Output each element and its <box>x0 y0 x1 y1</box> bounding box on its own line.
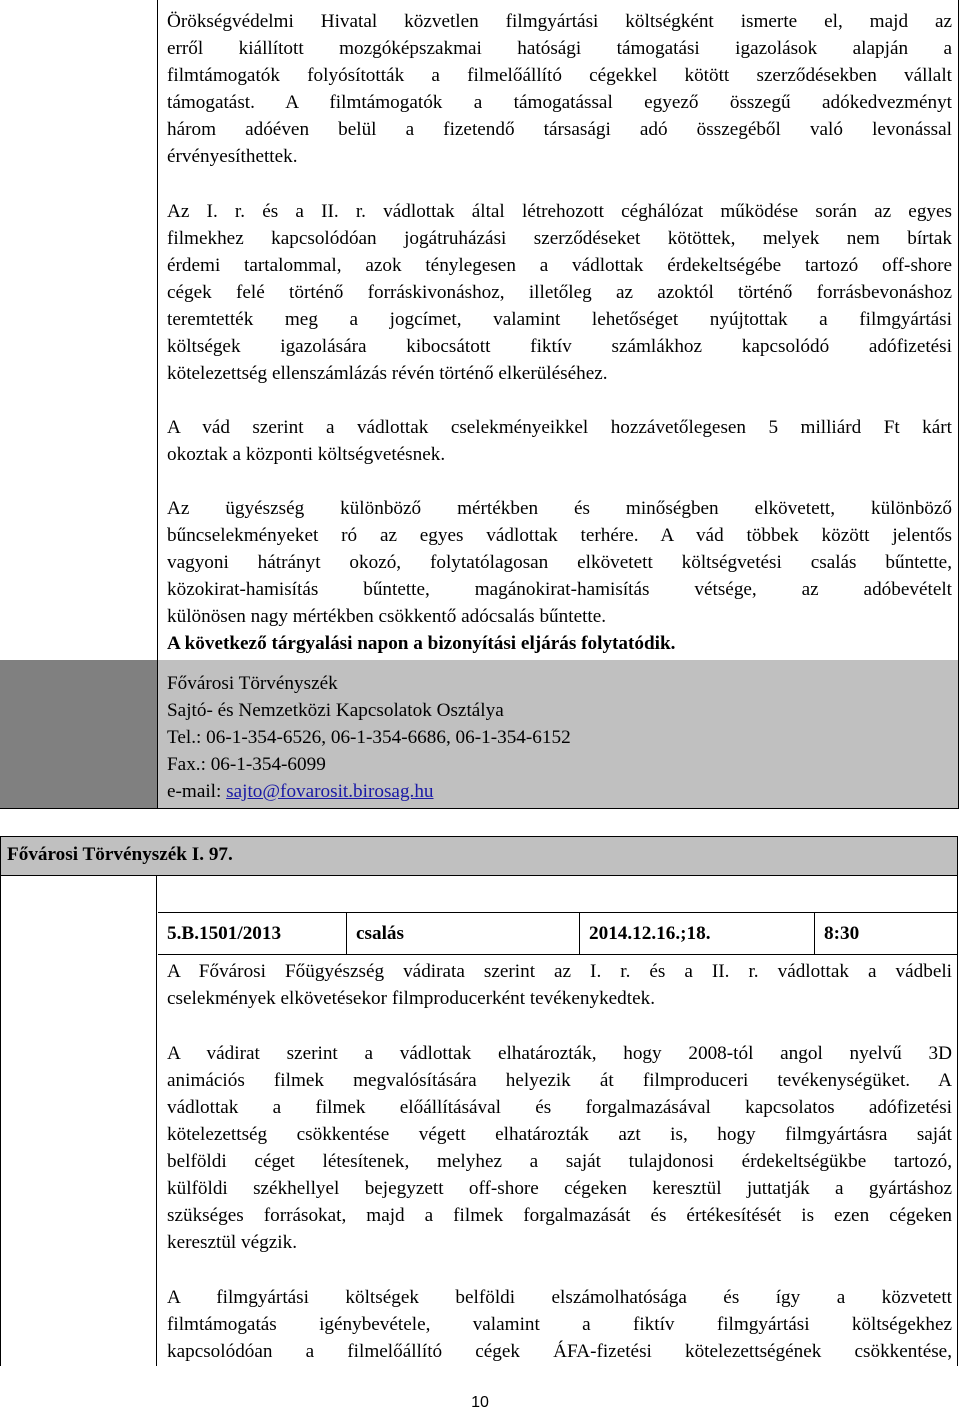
case-info-row <box>158 912 958 955</box>
text-line: Örökségvédelmi Hivatal közvetlen filmgyártási költségként ismerte el, majd az <box>167 11 952 32</box>
court-room-header <box>0 836 958 876</box>
text-line: animációs filmek megvalósítására helyezik át filmproduceri tevékenységüket. A <box>167 1070 952 1091</box>
text-line: kapcsolódóan a filmelőállító cégek ÁFA-fizetési kötelezettségének csökkentése, <box>167 1341 952 1362</box>
text-line: bűncselekményeket ró az egyes vádlottak terhére. A vád többek között jelentős <box>167 525 952 546</box>
text-line: filmtámogatás igénybevétele, valamint a fiktív filmgyártási költségekhez <box>167 1314 952 1335</box>
text-line: okoztak a központi költségvetésnek. <box>167 444 446 465</box>
text-line: támogatást. A filmtámogatók a támogatással egyező összegű adókedvezményt <box>167 92 952 113</box>
case-date: 2014.12.16.;18. <box>579 913 814 954</box>
text-line: külföldi székhellyel bejegyzett off-shore cégeken keresztül juttatják a gyártáshoz <box>167 1178 952 1199</box>
page-number: 10 <box>471 1394 489 1411</box>
text-line: belföldi céget létesítenek, melyhez a saját tulajdonosi érdekeltségükbe tartozó, <box>167 1151 952 1172</box>
contact-fax: Fax.: 06-1-354-6099 <box>167 754 326 775</box>
text-line: A filmgyártási költségek belföldi elszámolhatósága és így a közvetett <box>167 1287 952 1308</box>
text-line: Az I. r. és a II. r. vádlottak által létrehozott céghálózat működése során az egyes <box>167 201 952 222</box>
text-line: érdemi tartalommal, azok ténylegesen a vádlottak érdekeltségébe tartozó off-shore <box>167 255 952 276</box>
text-line: vagyoni hátrányt okozó, folytatólagosan elkövetett költségvetési csalás bűntette, <box>167 552 952 573</box>
case-type: csalás <box>346 913 579 954</box>
text-line: A Fővárosi Főügyészség vádirata szerint az I. r. és a II. r. vádlottak a vádbeli <box>167 961 952 982</box>
text-line: Az ügyészség különböző mértékben és minőségben elkövetett, különböző <box>167 498 952 519</box>
contact-department: Sajtó- és Nemzetközi Kapcsolatok Osztálya <box>167 700 504 721</box>
text-line: szükséges forrásokat, majd a filmek forgalmazását és értékesítését is ezen cégeken <box>167 1205 952 1226</box>
text-line: filmtámogatók folyósították a filmelőállító cégekkel kötött szerződésekben vállalt <box>167 65 952 86</box>
text-line: vádlottak a filmek előállításával és forgalmazásával kapcsolatos adófizetési <box>167 1097 952 1118</box>
text-line: érvényesíthettek. <box>167 146 298 167</box>
text-line: erről kiállított mozgóképszakmai hatósági támogatási igazolások alapján a <box>167 38 952 59</box>
text-line: közokirat-hamisítás bűntette, magánokirat-hamisítás vétsége, az adóbevételt <box>167 579 952 600</box>
paragraph-plan <box>167 1040 952 1256</box>
email-link[interactable]: sajto@fovarosit.birosag.hu <box>226 781 434 802</box>
case-description <box>167 958 952 1365</box>
text-line: három adóéven belül a fizetendő társasági adó összegéből való levonással <box>167 119 952 140</box>
text-line: különösen nagy mértékben csökkentő adócsalás bűntette. <box>167 606 607 627</box>
court-room-title: Fővárosi Törvényszék I. 97. <box>7 844 233 865</box>
text-line: A vádirat szerint a vádlottak elhatározták, hogy 2008-tól angol nyelvű 3D <box>167 1043 952 1064</box>
paragraph-costs <box>167 1284 952 1365</box>
case-time: 8:30 <box>814 913 958 954</box>
contact-email-row <box>167 778 571 805</box>
email-label: e-mail: <box>167 781 227 802</box>
text-line: kötelezettség ellenszámlázás révén történő elkerüléséhez. <box>167 363 608 384</box>
press-contact-box <box>158 660 958 808</box>
case-number: 5.B.1501/2013 <box>167 923 282 944</box>
text-line: költségek igazolására kibocsátott fiktív számlákhoz kapcsolódó adófizetési <box>167 336 952 357</box>
contact-phone: Tel.: 06-1-354-6526, 06-1-354-6686, 06-1-354-6152 <box>167 727 571 748</box>
paragraph-film-support <box>167 8 952 170</box>
text-line: kötelezettség csökkentése végett elhatározták azt is, hogy filmgyártásra saját <box>167 1124 952 1145</box>
text-line: keresztül végzik. <box>167 1232 297 1253</box>
text-line: filmekhez kapcsolódóan jogátruházási szerződéseket kötöttek, melyek nem bírtak <box>167 228 952 249</box>
table-left-column <box>0 876 157 1366</box>
text-line: teremtették meg a jogcímet, valamint lehetőséget nyújtottak a filmgyártási <box>167 309 952 330</box>
paragraph-charges <box>167 495 952 630</box>
text-line: A vád szerint a vádlottak cselekményeikkel hozzávetőlegesen 5 milliárd Ft kárt <box>167 417 952 438</box>
text-line: cselekmények elkövetésekor filmproducerként tevékenykedtek. <box>167 988 656 1009</box>
next-hearing-notice: A következő tárgyalási napon a bizonyítási eljárás folytatódik. <box>167 633 676 654</box>
contact-court-name: Fővárosi Törvényszék <box>167 673 338 694</box>
text-line: cégek felé történő forráskivonáshoz, illetőleg az azoktól történő forrásbevonáshoz <box>167 282 952 303</box>
paragraph-indictment <box>167 958 952 1012</box>
table-left-column-shaded <box>0 660 157 808</box>
paragraph-damage <box>167 414 952 468</box>
top-content <box>167 8 952 657</box>
paragraph-company-network <box>167 198 952 387</box>
